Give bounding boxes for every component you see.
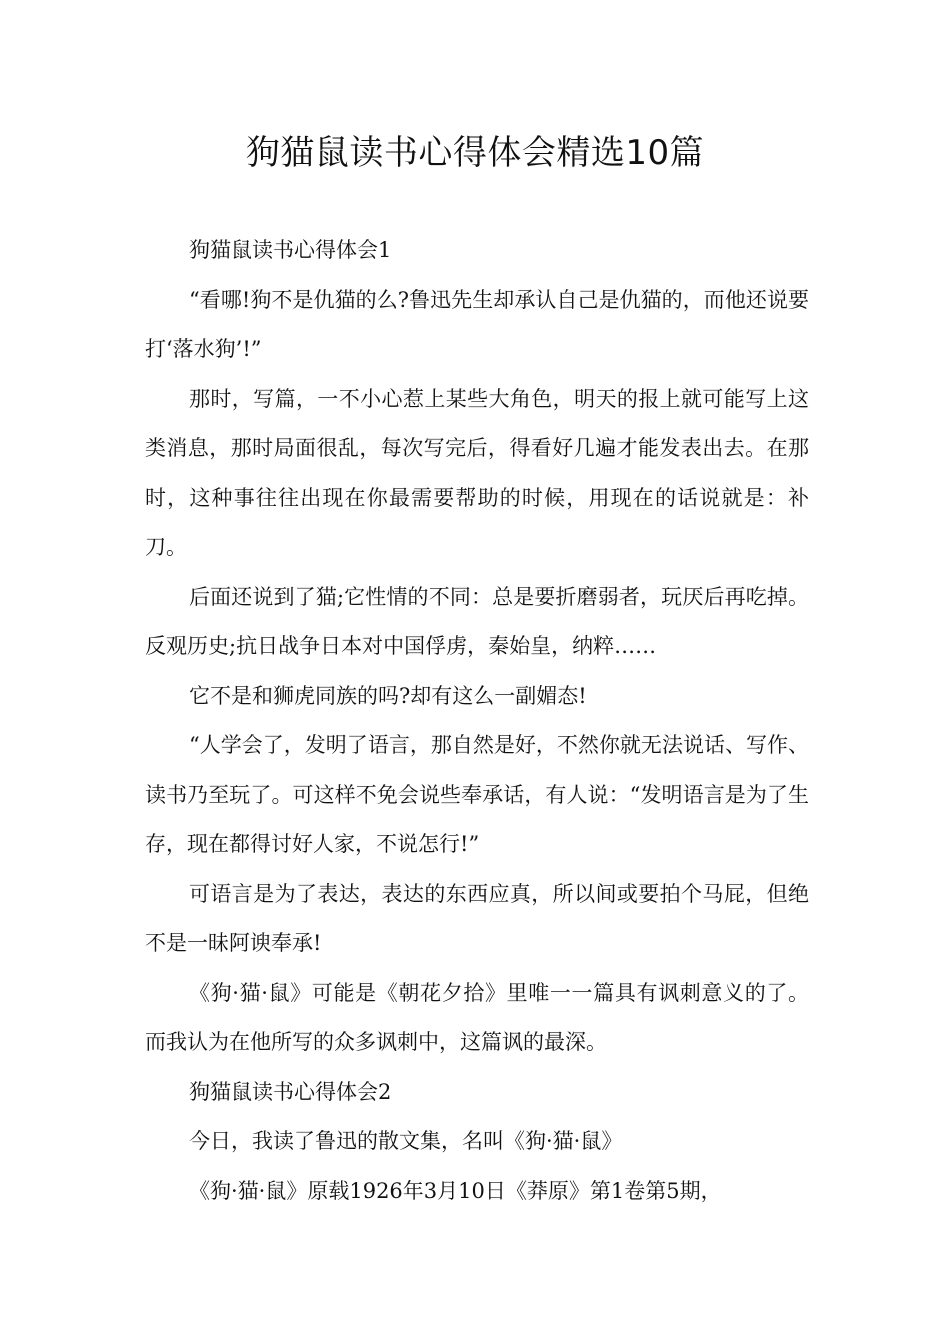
- paragraph-6: 可语言是为了表达，表达的东西应真，所以间或要拍个马屁，但绝不是一昧阿谀奉承!: [145, 881, 809, 955]
- paragraph-5: “人学会了，发明了语言，那自然是好，不然你就无法说话、写作、读书乃至玩了。可这样不免会说些奉承话，有人说：“发明语言是为了生存，现在都得讨好人家，不说怎行!”: [145, 733, 809, 856]
- section-heading-2: 狗猫鼠读书心得体会2: [189, 1079, 392, 1104]
- paragraph-7: 《狗·猫·鼠》可能是《朝花夕拾》里唯一一篇具有讽刺意义的了。而我认为在他所写的众多讽刺中，这篇讽的最深。: [145, 980, 809, 1054]
- document-title: 狗猫鼠读书心得体会精选10篇: [245, 133, 705, 173]
- paragraph-1: “看哪!狗不是仇猫的么?鲁迅先生却承认自己是仇猫的，而他还说要打‘落水狗’!”: [145, 287, 809, 361]
- paragraph-2: 那时，写篇，一不小心惹上某些大角色，明天的报上就可能写上这类消息，那时局面很乱，每次写完后，得看好几遍才能发表出去。在那时，这种事往往出现在你最需要帮助的时候，用现在的话说就是：补刀。: [145, 386, 809, 559]
- paragraph-9: 《狗·猫·鼠》原载1926年3月10日《莽原》第1卷第5期，: [189, 1178, 722, 1203]
- section-heading-1: 狗猫鼠读书心得体会1: [189, 238, 392, 262]
- paragraph-8: 今日，我读了鲁迅的散文集，名叫《狗·猫·鼠》: [189, 1129, 623, 1153]
- paragraph-3: 后面还说到了猫;它性情的不同：总是要折磨弱者，玩厌后再吃掉。反观历史;抗日战争日本对中国俘虏，秦始皇，纳粹……: [145, 584, 809, 658]
- paragraph-4: 它不是和狮虎同族的吗?却有这么一副媚态!: [189, 683, 587, 708]
- document-body: [145, 226, 809, 1216]
